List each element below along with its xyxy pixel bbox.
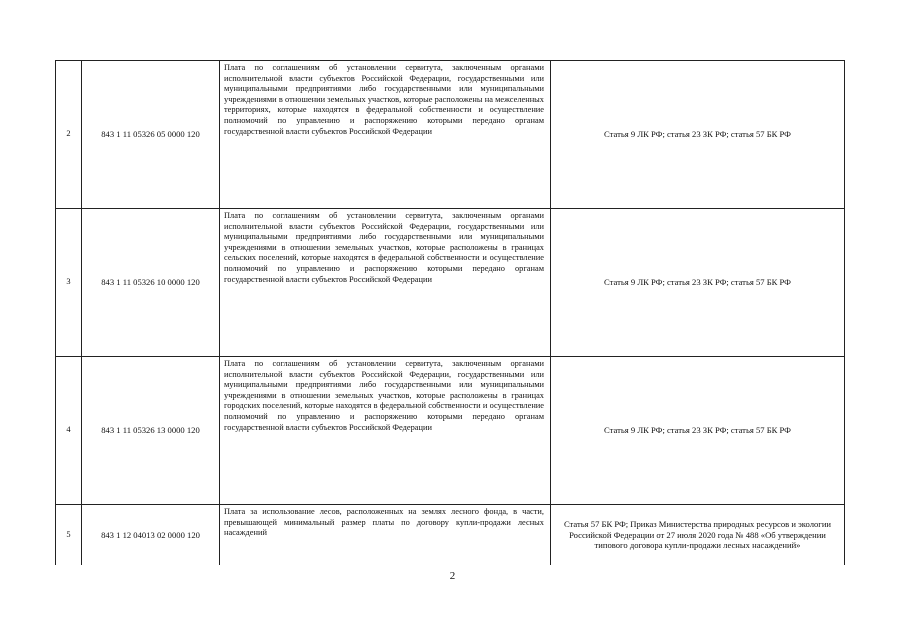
budget-code: 843 1 11 05326 13 0000 120: [82, 357, 220, 505]
budget-code: 843 1 11 05326 05 0000 120: [82, 61, 220, 209]
page-number: 2: [449, 570, 456, 582]
description-text: Плата по соглашениям об установлении сервитута, заключенным органами исполнительной власти субъектов Российской Федерации, государственными или муниципальными предприятиями либо государственными или муниципальными учреждениями в отношении земельных участков, которые расположены на межселенных территориях, которые находятся в федеральной собственности и осуществление полномочий по управлению и распоряжению которыми передано органам государственной власти субъектов Российской Федерации: [224, 63, 544, 136]
table-row: [56, 357, 845, 505]
table-row: [56, 209, 845, 357]
legal-basis: Статья 9 ЛК РФ; статья 23 ЗК РФ; статья 57 БК РФ: [551, 209, 845, 357]
revenue-description: [220, 357, 551, 505]
legal-basis: Статья 9 ЛК РФ; статья 23 ЗК РФ; статья 57 БК РФ: [551, 357, 845, 505]
revenue-codes-table: [55, 60, 845, 565]
legal-basis: Статья 9 ЛК РФ; статья 23 ЗК РФ; статья 57 БК РФ: [551, 61, 845, 209]
row-number: 2: [56, 61, 82, 209]
budget-code: 843 1 12 04013 02 0000 120: [82, 505, 220, 566]
row-number: 3: [56, 209, 82, 357]
description-text: Плата за использование лесов, расположенных на землях лесного фонда, в части, превышающей минимальный размер платы по договору купли-продажи лесных насаждений: [224, 507, 544, 538]
row-number: 4: [56, 357, 82, 505]
description-text: Плата по соглашениям об установлении сервитута, заключенным органами исполнительной власти субъектов Российской Федерации, государственными или муниципальными предприятиями либо государственными или муниципальными учреждениями в отношении земельных участков, которые расположены в границах сельских поселений, которые находятся в федеральной собственности и осуществление полномочий по управлению и распоряжению которыми передано органам государственной власти субъектов Российской Федерации: [224, 211, 544, 284]
legal-basis: Статья 57 БК РФ; Приказ Министерства природных ресурсов и экологии Российской Федерации от 27 июля 2020 года № 488 «Об утверждении типового договора купли-продажи лесных насаждений»: [551, 505, 845, 566]
table-row: [56, 61, 845, 209]
description-text: Плата по соглашениям об установлении сервитута, заключенным органами исполнительной власти субъектов Российской Федерации, государственными или муниципальными предприятиями либо государственными или муниципальными учреждениями в отношении земельных участков, которые расположены в границах городских поселений, которые находятся в федеральной собственности и осуществление полномочий по управлению и распоряжению которыми передано органам государственной власти субъектов Российской Федерации: [224, 359, 544, 432]
row-number: 5: [56, 505, 82, 566]
revenue-description: [220, 209, 551, 357]
budget-code: 843 1 11 05326 10 0000 120: [82, 209, 220, 357]
revenue-description: [220, 61, 551, 209]
table-row: [56, 505, 845, 566]
revenue-description: [220, 505, 551, 566]
